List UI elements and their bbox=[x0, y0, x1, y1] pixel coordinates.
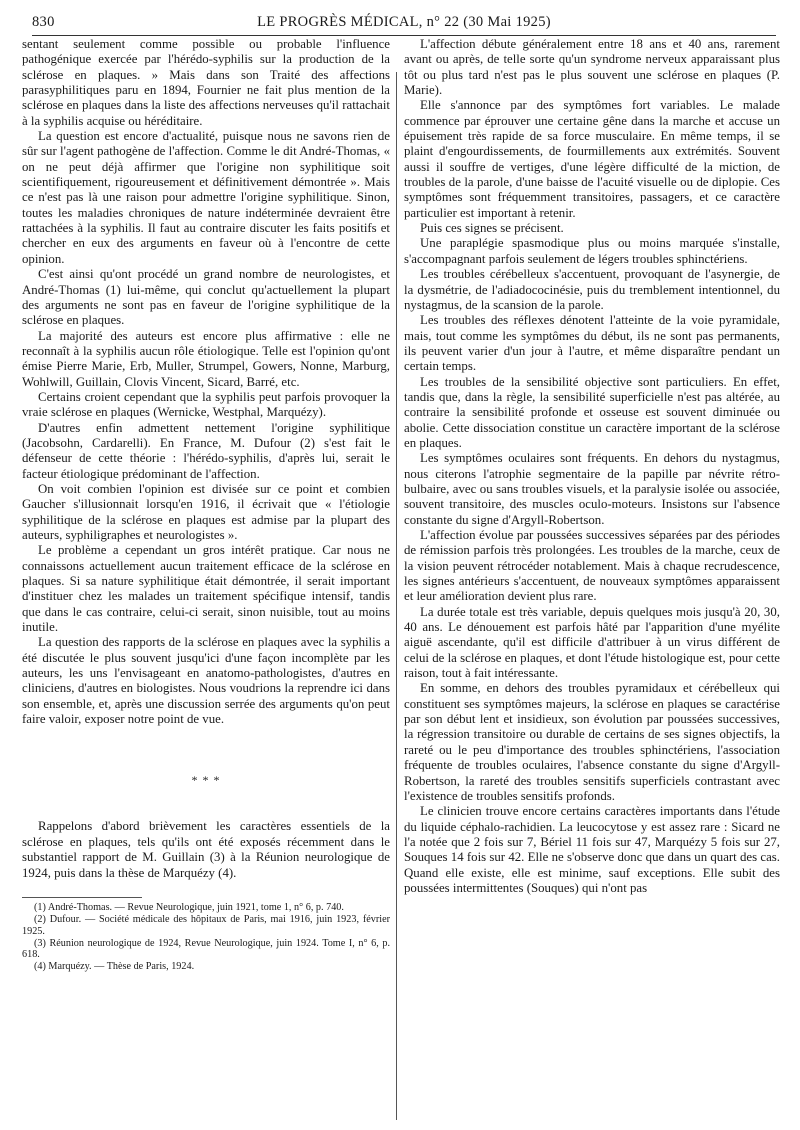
section-separator: * * * bbox=[191, 773, 221, 788]
paragraph: La question des rapports de la sclérose en plaques avec la syphilis a été discutée le plus souvent jusqu'ici d'une façon incomplète par les auteurs, les uns l'envisageant en anatomo-pathologistes, d'autres en cliniciens, d'autres en biologistes. Nous voudrions la reprendre ici dans son ensemble, et, après une discussion serrée des arguments qu'on peut faire valoir, exposer notre point de vue. bbox=[22, 635, 390, 727]
paragraph: Puis ces signes se précisent. bbox=[420, 221, 564, 236]
paragraph: Le problème a cependant un gros intérêt pratique. Car nous ne connaissons actuellement aucun traitement efficace de la sclérose en plaques. Si sa nature syphilitique était démontrée, il serait important d'instituer chez les malades un traitement spécifique intensif, tandis que dans le cas contraire, celui-ci serait, sinon nuisible, tout au moins inutile. bbox=[22, 543, 390, 635]
paragraph: Les troubles des réflexes dénotent l'atteinte de la voie pyramidale, mais, tout comme les symptômes du début, ils ne sont pas permanents, ils peuvent varier d'un jour à l'autre, et même disparaître pendant un certain temps. bbox=[404, 313, 780, 374]
footnote: (4) Marquézy. — Thèse de Paris, 1924. bbox=[34, 961, 195, 973]
page-header bbox=[32, 12, 776, 36]
paragraph: Une paraplégie spasmodique plus ou moins marquée s'installe, s'accompagnant parfois seulement de légers troubles sphinctériens. bbox=[404, 236, 780, 266]
paragraph: La question est encore d'actualité, puisque nous ne savons rien de sûr sur l'agent pathogène de l'affection. Comme le dit André-Thomas, « on ne peut déjà affirmer que l'origine non syphilitique soit scientifiquement, rigoureusement et définitivement démontrée ». Mais ce n'est pas là une raison pour admettre l'origine syphilitique. Sinon, toutes les maladies chroniques de nature indéterminée devraient être rattachées à la syphilis. Il faut au contraire discuter les faits positifs et chercher en eux des arguments en faveur où à l'encontre de cette opinion. bbox=[22, 129, 390, 266]
header-rule bbox=[32, 35, 776, 36]
paragraph: L'affection évolue par poussées successives séparées par des périodes de rémission parfois très prolongées. Les troubles de la marche, ceux de la vision peuvent rétrocéder notablement. Mais à chaque recrudescence, les signes antérieurs s'accentuent, de nouveaux symptômes apparaissent et leur amélioration devient plus rare. bbox=[404, 528, 780, 604]
footnote: (2) Dufour. — Société médicale des hôpitaux de Paris, mai 1916, juin 1923, février 1925. bbox=[22, 913, 390, 937]
footnote: (1) André-Thomas. — Revue Neurologique, juin 1921, tome 1, n° 6, p. 740. bbox=[34, 901, 344, 913]
paragraph: La majorité des auteurs est encore plus affirmative : elle ne reconnaît à la syphilis aucun rôle étiologique. Telle est l'opinion qu'ont émise Pierre Marie, Erb, Muller, Strumpel, Gowers, Nonne, Marburg, Wohlwill, Guillain, Clovis Vincent, Sicard, Barré, etc. bbox=[22, 328, 390, 389]
column-divider bbox=[396, 72, 397, 1120]
paragraph: Les symptômes oculaires sont fréquents. En dehors du nystagmus, nous citerons l'atrophie segmentaire de la papille par névrite rétro-bulbaire, avec ou sans troubles visuels, et la paralysie isolée ou associée, souvent transitoire, des muscles oculo-moteurs. Insistons sur l'absence constante du signe d'Argyll-Robertson. bbox=[404, 451, 780, 527]
footnote: (3) Réunion neurologique de 1924, Revue Neurologique, juin 1924. Tome I, n° 6, p. 618. bbox=[22, 937, 390, 961]
paragraph: C'est ainsi qu'ont procédé un grand nombre de neurologistes, et André-Thomas (1) lui-même, qui conclut qu'actuellement la plupart des arguments ne sont pas en faveur de l'origine syphilitique de la sclérose en plaques. bbox=[22, 267, 390, 328]
paragraph: Le clinicien trouve encore certains caractères importants dans l'étude du liquide céphalo-rachidien. La leucocytose y est assez rare : Sicard ne l'a notée que 2 fois sur 7, Bériel 11 fois sur 47, Marquézy 5 fois sur 27, Souques 14 fois sur 42. Elle ne s'observe donc que dans un quart des cas. Quand elle existe, elle est minime, sauf exceptions. Elle subit des poussées intermittentes (Souques) qui n'ont pas bbox=[404, 804, 780, 895]
paragraph: D'autres enfin admettent nettement l'origine syphilitique (Jacobsohn, Cardarelli). En France, M. Dufour (2) s'est fait le défenseur de cette théorie : l'hérédo-syphilis, d'après lui, serait le facteur étiologique prédominant de l'affection. bbox=[22, 420, 390, 481]
running-title: LE PROGRÈS MÉDICAL, n° 22 (30 Mai 1925) bbox=[257, 14, 551, 30]
footnote-rule bbox=[22, 897, 142, 898]
footnotes bbox=[22, 902, 390, 973]
paragraph: Les troubles cérébelleux s'accentuent, provoquant de l'asynergie, de la dysmétrie, de l'adiadococinésie, puis du tremblement intentionnel, du nystagmus, de la scansion de la parole. bbox=[404, 267, 780, 312]
paragraph: En somme, en dehors des troubles pyramidaux et cérébelleux qui constituent ses symptômes majeurs, la sclérose en plaques se caractérise par son début lent et insidieux, son évolution par poussées successives, la régression transitoire ou durable de certains de ses signes objectifs, la rareté ou le peu d'importance des troubles sphinctériens, l'association fréquente de troubles oculaires, l'absence constante du signe d'Argyll-Robertson, la rareté des troubles sensitifs superficiels contrastant avec l'existence de troubles sensitifs profonds. bbox=[404, 681, 780, 803]
paragraph: L'affection débute généralement entre 18 ans et 40 ans, rarement avant ou après, de telle sorte qu'un syndrome nerveux apparaissant plus tôt ou plus tard n'est pas le plus souvent une sclérose en plaques (P. Marie). bbox=[404, 37, 780, 98]
right-column bbox=[404, 37, 780, 896]
left-column bbox=[22, 37, 390, 973]
paragraph: Rappelons d'abord brièvement les caractères essentiels de la sclérose en plaques, tels qu'ils ont été exposés récemment dans le substantiel rapport de M. Guillain (3) à la Réunion neurologique de 1924, puis dans la thèse de Marquézy (4). bbox=[22, 819, 390, 880]
paragraph: sentant seulement comme possible ou probable l'influence pathogénique exercée par l'hérédo-syphilis sur la production de la sclérose en plaques. » Mais dans son Traité des affections parasyphilitiques paru en 1894, Fournier ne fait plus mention de la sclérose en plaques dans la liste des affections nerveuses qu'il rattachait à la syphilis acquise ou héréditaire. bbox=[22, 37, 390, 128]
paragraph: Elle s'annonce par des symptômes fort variables. Le malade commence par éprouver une certaine gêne dans la marche et accuse un épuisement très rapide de sa force musculaire. En même temps, il se plaint d'engourdissements, de fourmillements aux extrémités. Souvent aussi il souffre de vertiges, d'une légère difficulté de la miction, de troubles de la parole, d'une baisse de l'acuité visuelle ou de diplopie. Ces symptômes sont fréquemment transitoires, passagers, et ce caractère particulier est important à retenir. bbox=[404, 98, 780, 220]
page-number: 830 bbox=[32, 14, 55, 30]
paragraph: On voit combien l'opinion est divisée sur ce point et combien Gaucher s'illusionnait lorsqu'en 1916, il écrivait que « l'étiologie syphilitique de la sclérose en plaques est admise par la plupart des auteurs, syphiligraphes et neurologistes ». bbox=[22, 481, 390, 542]
paragraph: Les troubles de la sensibilité objective sont particuliers. En effet, tandis que, dans la règle, la sensibilité superficielle n'est pas altérée, au contraire la sensibilité profonde et osseuse est souvent diminuée ou abolie. Cette dissociation constitue un caractère important de la sclérose en plaques. bbox=[404, 374, 780, 450]
paragraph: La durée totale est très variable, depuis quelques mois jusqu'à 20, 30, 40 ans. Le dénouement est parfois hâté par l'apparition d'une myélite aiguë ascendante, qu'il est difficile d'attribuer à un virus différent de celui de la sclérose en plaques, et dont l'étude histologique est, pour cette raison, tout à fait intéressante. bbox=[404, 604, 780, 681]
paragraph: Certains croient cependant que la syphilis peut parfois provoquer la vraie sclérose en plaques (Wernicke, Westphal, Marquézy). bbox=[22, 389, 390, 420]
